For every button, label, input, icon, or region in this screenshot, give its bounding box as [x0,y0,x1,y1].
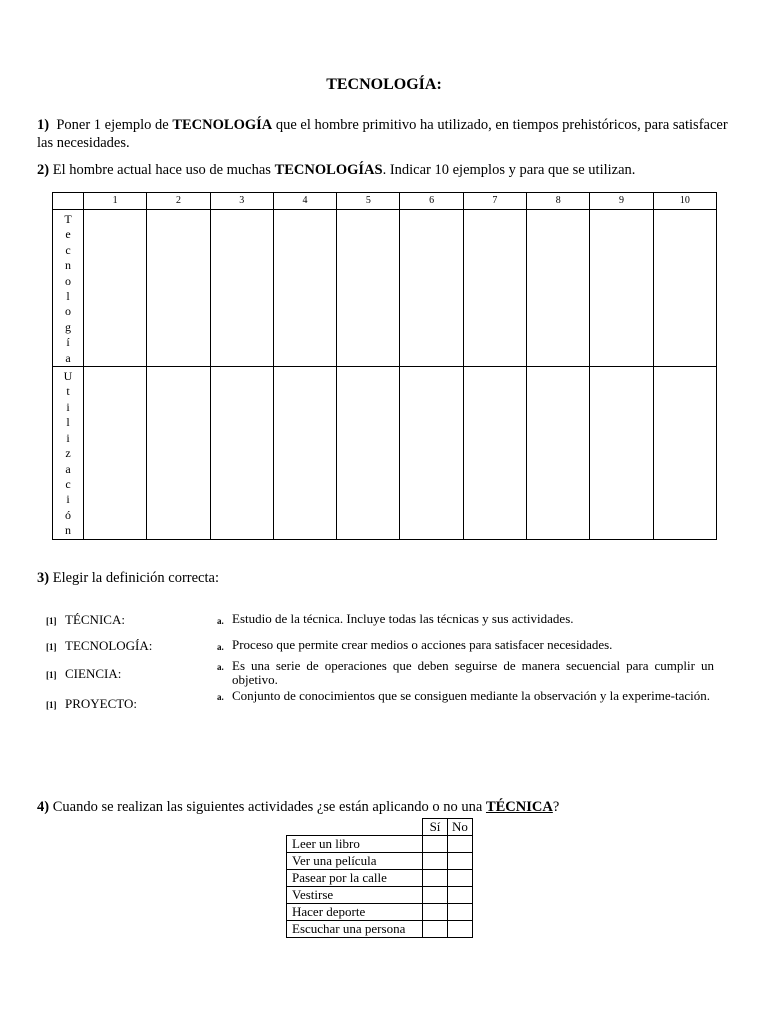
grid-column-header: 3 [210,193,273,210]
grid-answer-cell[interactable] [273,210,336,367]
row-label-letter: c [65,476,71,491]
question-3-number: 3) [37,570,50,586]
activity-row [287,887,473,904]
grid-column-header: 8 [527,193,590,210]
grid-answer-cell[interactable] [210,210,273,367]
activities-header-row [287,819,473,836]
activity-name: Escuchar una persona [287,921,423,938]
grid-row-utilizacion [53,367,717,539]
yes-checkbox-cell[interactable] [423,921,448,938]
row-label-letter: i [66,430,70,445]
question-1 [37,116,737,152]
grid-answer-cell[interactable] [653,367,716,539]
option-definition: Proceso que permite crear medios o acciones para satisfacer necesidades. [232,637,613,652]
row-label-letter: i [66,399,70,414]
grid-answer-cell[interactable] [590,367,653,539]
row-label-letter: T [64,212,72,226]
activity-name: Hacer deporte [287,904,423,921]
question-2-number: 2) [37,162,50,178]
question-4-keyword: TÉCNICA [485,799,553,815]
grid-answer-cell[interactable] [653,210,716,367]
grid-answer-cell[interactable] [463,210,526,367]
grid-answer-cell[interactable] [337,367,400,539]
grid-column-header: 1 [84,193,147,210]
row-label-letter: í [66,335,70,350]
activity-row [287,836,473,853]
row-label-letter: l [66,289,70,304]
question-2-keyword: TECNOLOGÍAS [274,162,383,178]
option-letter: a. [217,616,224,626]
grid-corner-cell [53,193,84,210]
row-label-letter: t [66,384,70,399]
technology-grid [52,192,717,540]
option-definition: Estudio de la técnica. Incluye todas las técnicas y sus actividades. [232,611,574,626]
row-label-letter: a [65,461,71,476]
column-no: No [448,819,473,836]
question-4-text-pre: Cuando se realizan las siguientes actividades ¿se están aplicando o no una [52,799,483,815]
grid-row-tecnologia [53,210,717,367]
question-2 [37,161,737,179]
grid-answer-cell[interactable] [400,210,463,367]
activity-name: Vestirse [287,887,423,904]
row-label-letter: a [65,350,71,365]
row-label-letter: l [66,415,70,430]
row-label-letter: e [65,227,71,242]
grid-answer-cell[interactable] [84,367,147,539]
yes-checkbox-cell[interactable] [423,836,448,853]
grid-column-header: 5 [337,193,400,210]
grid-column-header: 7 [463,193,526,210]
grid-answer-cell[interactable] [527,210,590,367]
answer-mark[interactable]: [1] [46,670,57,680]
question-3 [37,569,737,587]
question-4-number: 4) [37,799,50,815]
grid-header-row [53,193,717,210]
yes-checkbox-cell[interactable] [423,870,448,887]
row-label-letter: U [63,369,73,384]
row-label-letter: o [65,304,71,319]
option-definition: Conjunto de conocimientos que se consiguen mediante la observación y la experime-tación. [232,688,710,703]
question-2-text-post: . Indicar 10 ejemplos y para que se utilizan. [382,162,636,178]
option-letter: a. [217,692,224,702]
answer-mark[interactable]: [1] [46,700,57,710]
option-letter: a. [217,662,224,672]
row-label-letter: z [65,446,71,461]
question-3-text: Elegir la definición correcta: [52,570,219,586]
grid-answer-cell[interactable] [210,367,273,539]
activity-name: Pasear por la calle [287,870,423,887]
question-4 [37,798,737,816]
grid-answer-cell[interactable] [590,210,653,367]
row-label-letter: o [65,273,71,288]
grid-answer-cell[interactable] [147,367,210,539]
no-checkbox-cell[interactable] [448,853,473,870]
grid-column-header: 10 [653,193,716,210]
question-1-text-post: que el hombre primitivo ha utilizado, en tiempos prehistóricos, para satisfacer las necesidades. [37,117,728,151]
activity-row [287,853,473,870]
row-label-letter: g [65,319,71,334]
no-checkbox-cell[interactable] [448,887,473,904]
question-1-text-pre: Poner 1 ejemplo de [56,117,169,133]
term-tecnica: TÉCNICA: [65,612,125,627]
activity-name: Leer un libro [287,836,423,853]
grid-answer-cell[interactable] [147,210,210,367]
option-letter: a. [217,642,224,652]
row-label-letter: i [66,492,70,507]
grid-answer-cell[interactable] [463,367,526,539]
term-ciencia: CIENCIA: [65,666,122,681]
row-label-letter: n [65,258,71,273]
grid-answer-cell[interactable] [527,367,590,539]
no-checkbox-cell[interactable] [448,836,473,853]
column-yes: Sí [423,819,448,836]
answer-mark[interactable]: [1] [46,642,57,652]
page-title: TECNOLOGÍA: [326,76,442,93]
grid-answer-cell[interactable] [273,367,336,539]
row-label-letter: n [65,523,71,538]
yes-checkbox-cell[interactable] [423,904,448,921]
row-label-utilizacion [53,367,84,539]
activity-row [287,904,473,921]
grid-answer-cell[interactable] [337,210,400,367]
grid-column-header: 6 [400,193,463,210]
question-4-text-post: ? [552,799,560,815]
activity-name: Ver una película [287,853,423,870]
no-checkbox-cell[interactable] [448,870,473,887]
row-label-tecnologia [53,210,84,367]
option-definition: Es una serie de operaciones que deben seguirse de manera secuencial para cumplir un objetivo. [232,658,714,687]
grid-answer-cell[interactable] [400,367,463,539]
activities-table [286,818,473,938]
yes-checkbox-cell[interactable] [423,853,448,870]
row-label-letter: ó [65,507,71,522]
question-2-text-pre: El hombre actual hace uso de muchas [52,162,271,178]
activities-header-blank [287,819,423,836]
grid-column-header: 2 [147,193,210,210]
grid-column-header: 9 [590,193,653,210]
question-1-number: 1) [37,117,50,133]
activity-row [287,921,473,938]
row-label-letter: c [65,242,71,257]
grid-column-header: 4 [273,193,336,210]
term-proyecto: PROYECTO: [65,696,137,711]
term-tecnologia: TECNOLOGÍA: [65,638,153,653]
yes-checkbox-cell[interactable] [423,887,448,904]
grid-answer-cell[interactable] [84,210,147,367]
activity-row [287,870,473,887]
question-1-keyword: TECNOLOGÍA [172,117,273,133]
no-checkbox-cell[interactable] [448,921,473,938]
no-checkbox-cell[interactable] [448,904,473,921]
answer-mark[interactable]: [1] [46,616,57,626]
